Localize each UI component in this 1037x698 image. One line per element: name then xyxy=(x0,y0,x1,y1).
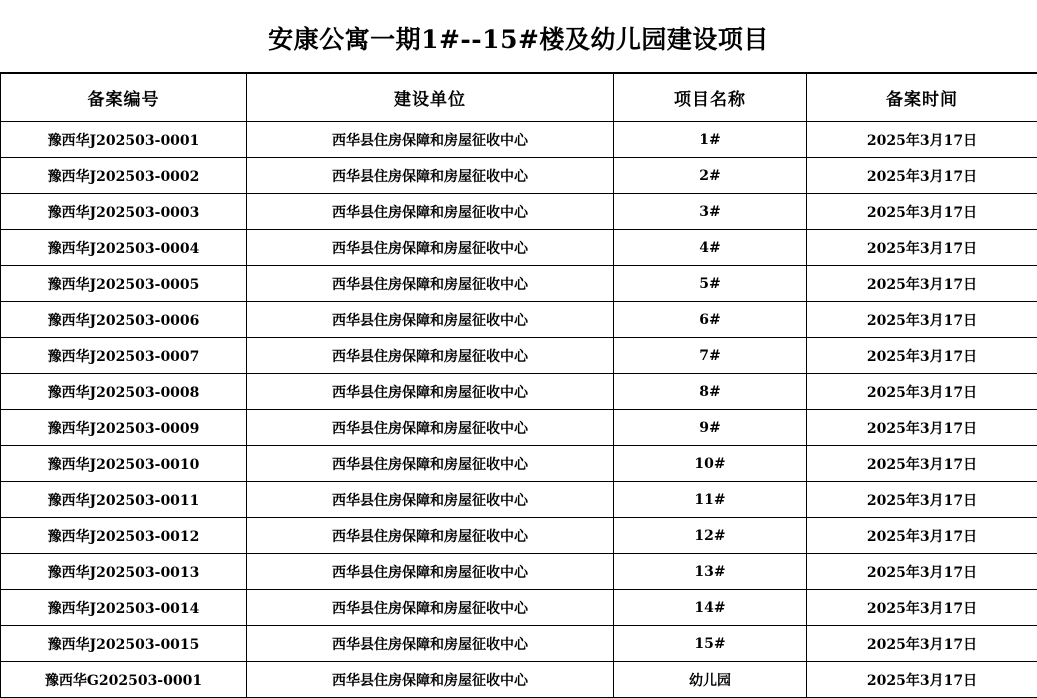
cell-record-number: 豫西华J202503-0001 xyxy=(1,122,247,158)
table-row xyxy=(1,194,1037,230)
cell-project-name: 15# xyxy=(614,626,807,662)
cell-builder: 西华县住房保障和房屋征收中心 xyxy=(247,266,614,302)
table-row xyxy=(1,662,1037,698)
cell-builder: 西华县住房保障和房屋征收中心 xyxy=(247,590,614,626)
table-row xyxy=(1,626,1037,662)
column-header-record-date: 备案时间 xyxy=(807,74,1037,122)
cell-project-name: 8# xyxy=(614,374,807,410)
cell-record-date: 2025年3月17日 xyxy=(807,590,1037,626)
cell-project-name: 9# xyxy=(614,410,807,446)
cell-project-name: 6# xyxy=(614,302,807,338)
cell-record-date: 2025年3月17日 xyxy=(807,662,1037,698)
table-row xyxy=(1,266,1037,302)
table-row xyxy=(1,482,1037,518)
cell-project-name: 4# xyxy=(614,230,807,266)
cell-record-date: 2025年3月17日 xyxy=(807,158,1037,194)
cell-record-number: 豫西华J202503-0003 xyxy=(1,194,247,230)
table-row xyxy=(1,446,1037,482)
cell-builder: 西华县住房保障和房屋征收中心 xyxy=(247,482,614,518)
cell-record-date: 2025年3月17日 xyxy=(807,302,1037,338)
cell-record-number: 豫西华G202503-0001 xyxy=(1,662,247,698)
cell-builder: 西华县住房保障和房屋征收中心 xyxy=(247,374,614,410)
table-body xyxy=(1,122,1037,698)
cell-builder: 西华县住房保障和房屋征收中心 xyxy=(247,230,614,266)
table-row xyxy=(1,518,1037,554)
cell-record-date: 2025年3月17日 xyxy=(807,266,1037,302)
cell-project-name: 12# xyxy=(614,518,807,554)
cell-builder: 西华县住房保障和房屋征收中心 xyxy=(247,554,614,590)
cell-record-date: 2025年3月17日 xyxy=(807,518,1037,554)
cell-record-number: 豫西华J202503-0002 xyxy=(1,158,247,194)
cell-project-name: 10# xyxy=(614,446,807,482)
cell-record-number: 豫西华J202503-0004 xyxy=(1,230,247,266)
cell-builder: 西华县住房保障和房屋征收中心 xyxy=(247,626,614,662)
cell-record-date: 2025年3月17日 xyxy=(807,338,1037,374)
record-table xyxy=(0,73,1037,698)
cell-record-number: 豫西华J202503-0011 xyxy=(1,482,247,518)
table-row xyxy=(1,410,1037,446)
cell-project-name: 2# xyxy=(614,158,807,194)
cell-record-date: 2025年3月17日 xyxy=(807,482,1037,518)
page-title: 安康公寓一期1#--15#楼及幼儿园建设项目 xyxy=(0,0,1037,73)
cell-record-date: 2025年3月17日 xyxy=(807,446,1037,482)
cell-record-number: 豫西华J202503-0008 xyxy=(1,374,247,410)
cell-project-name: 3# xyxy=(614,194,807,230)
table-row xyxy=(1,338,1037,374)
cell-record-number: 豫西华J202503-0012 xyxy=(1,518,247,554)
cell-builder: 西华县住房保障和房屋征收中心 xyxy=(247,122,614,158)
table-header-row xyxy=(1,74,1037,122)
cell-record-number: 豫西华J202503-0010 xyxy=(1,446,247,482)
cell-builder: 西华县住房保障和房屋征收中心 xyxy=(247,194,614,230)
cell-builder: 西华县住房保障和房屋征收中心 xyxy=(247,446,614,482)
cell-record-date: 2025年3月17日 xyxy=(807,554,1037,590)
column-header-project-name: 项目名称 xyxy=(614,74,807,122)
cell-project-name: 14# xyxy=(614,590,807,626)
cell-record-number: 豫西华J202503-0007 xyxy=(1,338,247,374)
cell-project-name: 11# xyxy=(614,482,807,518)
cell-project-name: 1# xyxy=(614,122,807,158)
cell-project-name: 13# xyxy=(614,554,807,590)
cell-builder: 西华县住房保障和房屋征收中心 xyxy=(247,158,614,194)
cell-record-date: 2025年3月17日 xyxy=(807,122,1037,158)
cell-record-number: 豫西华J202503-0009 xyxy=(1,410,247,446)
table-row xyxy=(1,590,1037,626)
table-row xyxy=(1,302,1037,338)
column-header-builder: 建设单位 xyxy=(247,74,614,122)
cell-record-number: 豫西华J202503-0015 xyxy=(1,626,247,662)
cell-project-name: 幼儿园 xyxy=(614,662,807,698)
cell-builder: 西华县住房保障和房屋征收中心 xyxy=(247,302,614,338)
cell-record-number: 豫西华J202503-0005 xyxy=(1,266,247,302)
cell-record-number: 豫西华J202503-0006 xyxy=(1,302,247,338)
cell-record-date: 2025年3月17日 xyxy=(807,626,1037,662)
table-row xyxy=(1,158,1037,194)
cell-record-date: 2025年3月17日 xyxy=(807,410,1037,446)
cell-record-date: 2025年3月17日 xyxy=(807,230,1037,266)
cell-builder: 西华县住房保障和房屋征收中心 xyxy=(247,338,614,374)
cell-builder: 西华县住房保障和房屋征收中心 xyxy=(247,518,614,554)
cell-record-date: 2025年3月17日 xyxy=(807,194,1037,230)
cell-record-date: 2025年3月17日 xyxy=(807,374,1037,410)
table-row xyxy=(1,554,1037,590)
table-row xyxy=(1,230,1037,266)
cell-record-number: 豫西华J202503-0014 xyxy=(1,590,247,626)
cell-project-name: 7# xyxy=(614,338,807,374)
table-row xyxy=(1,374,1037,410)
column-header-record-number: 备案编号 xyxy=(1,74,247,122)
cell-builder: 西华县住房保障和房屋征收中心 xyxy=(247,410,614,446)
cell-record-number: 豫西华J202503-0013 xyxy=(1,554,247,590)
table-row xyxy=(1,122,1037,158)
cell-project-name: 5# xyxy=(614,266,807,302)
cell-builder: 西华县住房保障和房屋征收中心 xyxy=(247,662,614,698)
